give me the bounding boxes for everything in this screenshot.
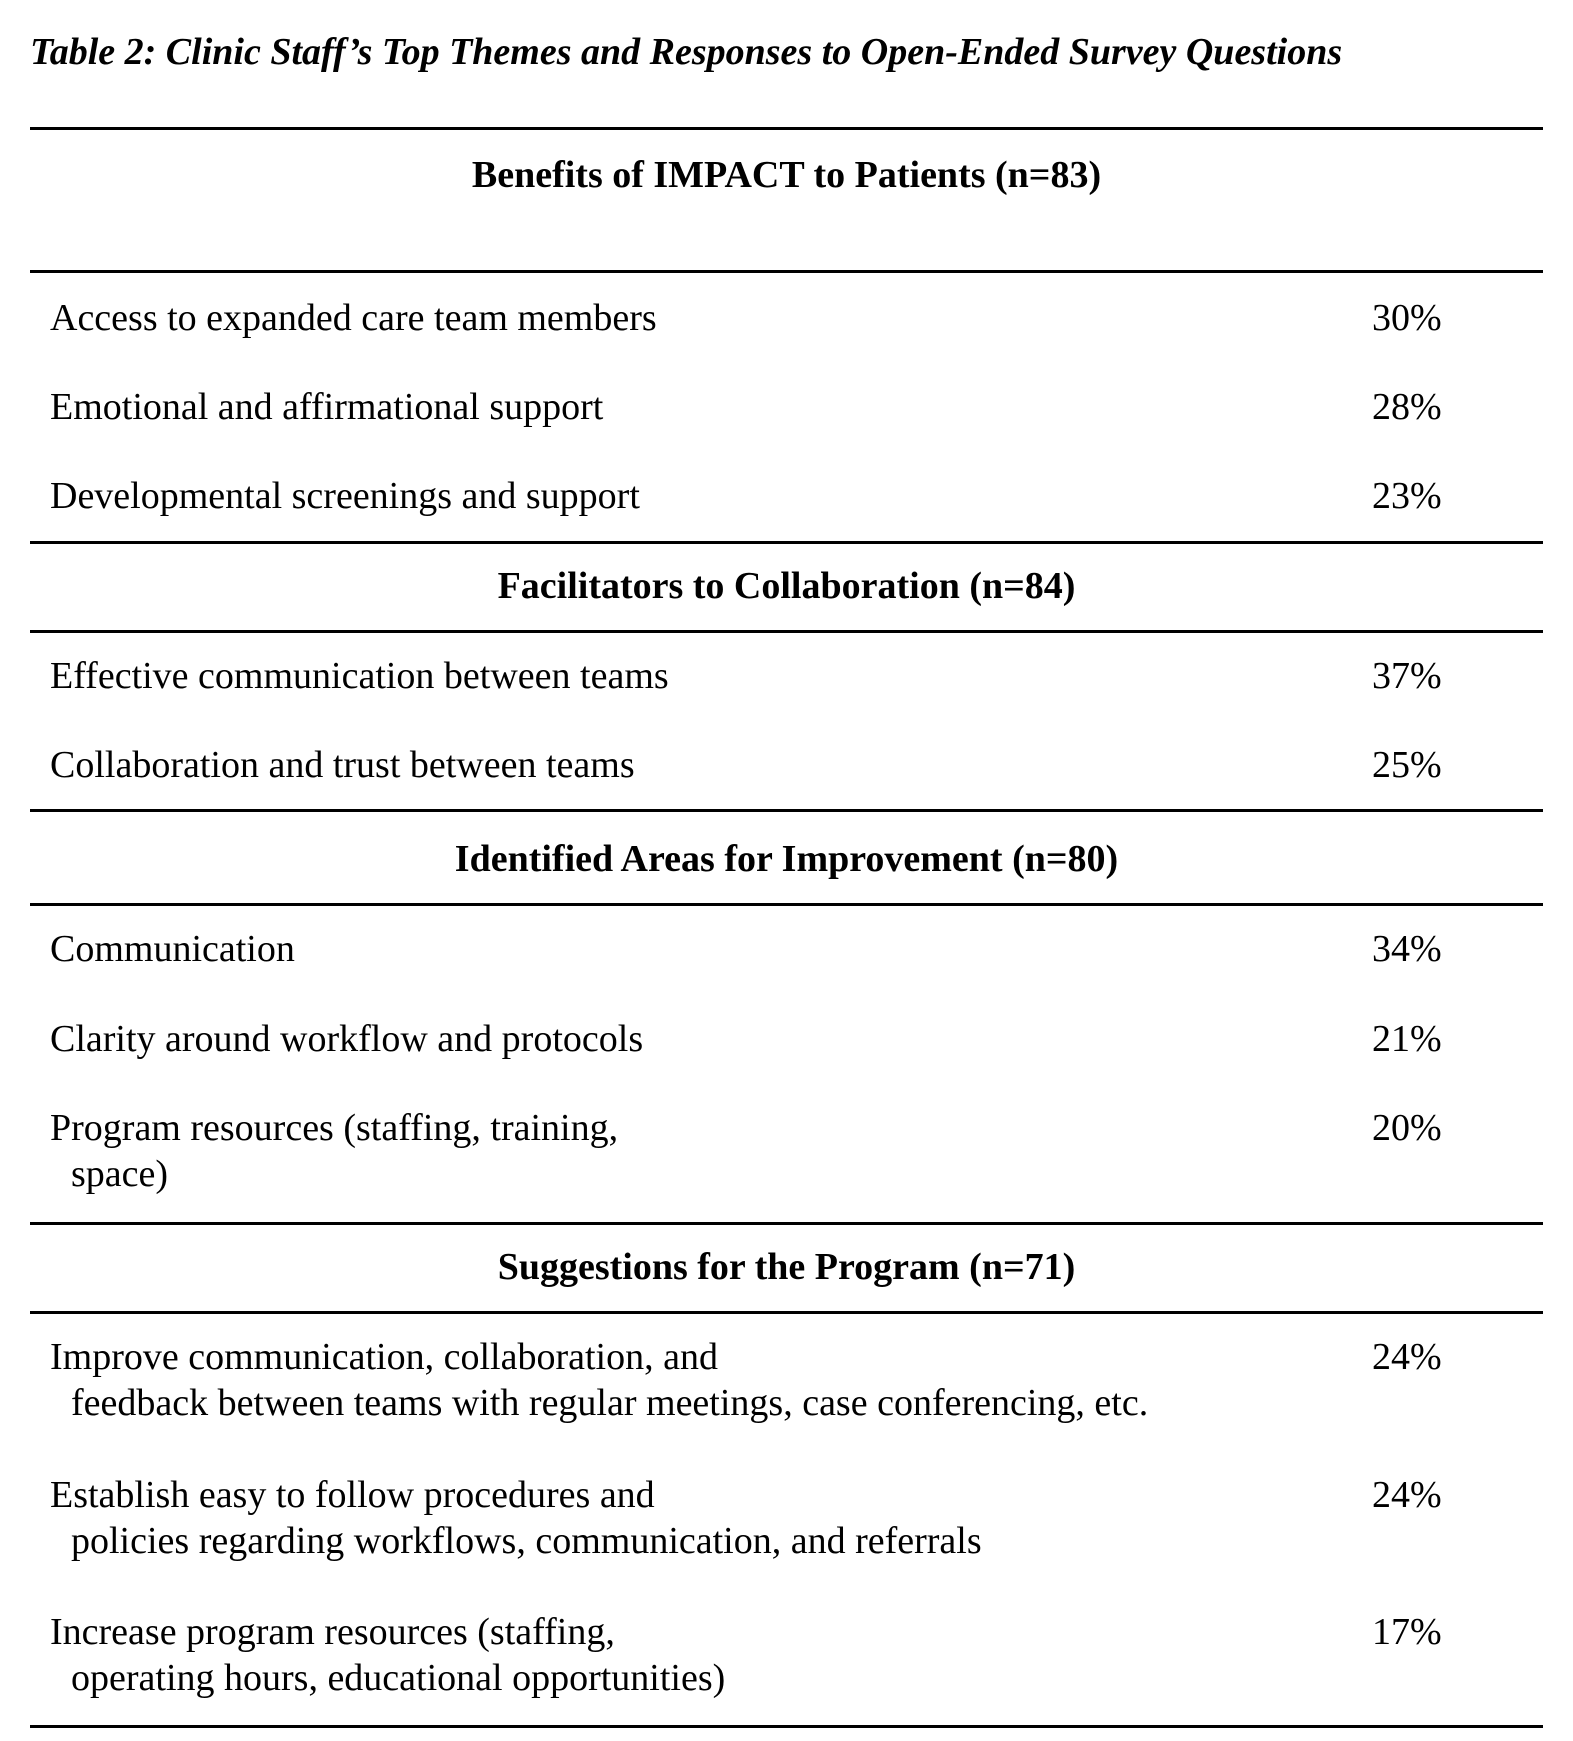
section-title: Suggestions for the Program (n=71) bbox=[497, 1246, 1076, 1288]
row-label-line1: Developmental screenings and support bbox=[50, 475, 640, 517]
row-label bbox=[50, 1016, 643, 1062]
section-divider-rule bbox=[30, 903, 1543, 906]
row-label-line1: Establish easy to follow procedures and bbox=[50, 1474, 655, 1516]
row-label-line2: feedback between teams with regular meetings, case conferencing, etc. bbox=[71, 1382, 1149, 1424]
row-label-line1: Collaboration and trust between teams bbox=[50, 744, 635, 786]
row-label-line2: policies regarding workflows, communication, and referrals bbox=[71, 1520, 982, 1562]
row-label bbox=[50, 1472, 982, 1564]
row-label-line1: Program resources (staffing, training, bbox=[50, 1107, 619, 1149]
row-value: 17% bbox=[1372, 1611, 1442, 1653]
row-value: 24% bbox=[1372, 1474, 1442, 1516]
row-label bbox=[50, 295, 657, 341]
section-divider-rule bbox=[30, 541, 1543, 544]
row-label bbox=[50, 653, 669, 699]
row-label bbox=[50, 1609, 725, 1701]
row-value: 25% bbox=[1372, 744, 1442, 786]
section-divider-rule bbox=[30, 809, 1543, 812]
row-label bbox=[50, 473, 640, 519]
row-label bbox=[50, 1334, 1148, 1426]
table-bottom-rule bbox=[30, 1725, 1543, 1728]
row-value: 28% bbox=[1372, 386, 1442, 428]
section-title: Benefits of IMPACT to Patients (n=83) bbox=[471, 154, 1102, 196]
section-divider-rule bbox=[30, 270, 1543, 273]
row-label-line1: Emotional and affirmational support bbox=[50, 386, 604, 428]
table-caption: Table 2: Clinic Staff’s Top Themes and Responses to Open-Ended Survey Questions bbox=[30, 31, 1343, 73]
row-value: 30% bbox=[1372, 297, 1442, 339]
section-title: Facilitators to Collaboration (n=84) bbox=[497, 565, 1076, 607]
row-label-line1: Access to expanded care team members bbox=[50, 297, 657, 339]
section-divider-rule bbox=[30, 1222, 1543, 1225]
section-title: Identified Areas for Improvement (n=80) bbox=[454, 838, 1119, 880]
row-label-line1: Clarity around workflow and protocols bbox=[50, 1018, 644, 1060]
row-label-line2: operating hours, educational opportunities) bbox=[71, 1657, 726, 1699]
row-label-line1: Effective communication between teams bbox=[50, 655, 669, 697]
row-label-line2: space) bbox=[71, 1153, 169, 1195]
row-label-line1: Increase program resources (staffing, bbox=[50, 1611, 615, 1653]
row-label bbox=[50, 742, 635, 788]
row-value: 24% bbox=[1372, 1336, 1442, 1378]
row-value: 34% bbox=[1372, 928, 1442, 970]
row-label bbox=[50, 926, 295, 972]
row-value: 23% bbox=[1372, 475, 1442, 517]
row-label bbox=[50, 384, 603, 430]
table-top-rule bbox=[30, 127, 1543, 130]
row-label-line1: Improve communication, collaboration, and bbox=[50, 1336, 718, 1378]
row-label-line1: Communication bbox=[50, 928, 295, 970]
row-value: 20% bbox=[1372, 1107, 1442, 1149]
row-value: 37% bbox=[1372, 655, 1442, 697]
row-label bbox=[50, 1105, 618, 1197]
section-divider-rule bbox=[30, 1311, 1543, 1314]
row-value: 21% bbox=[1372, 1018, 1442, 1060]
section-divider-rule bbox=[30, 630, 1543, 633]
